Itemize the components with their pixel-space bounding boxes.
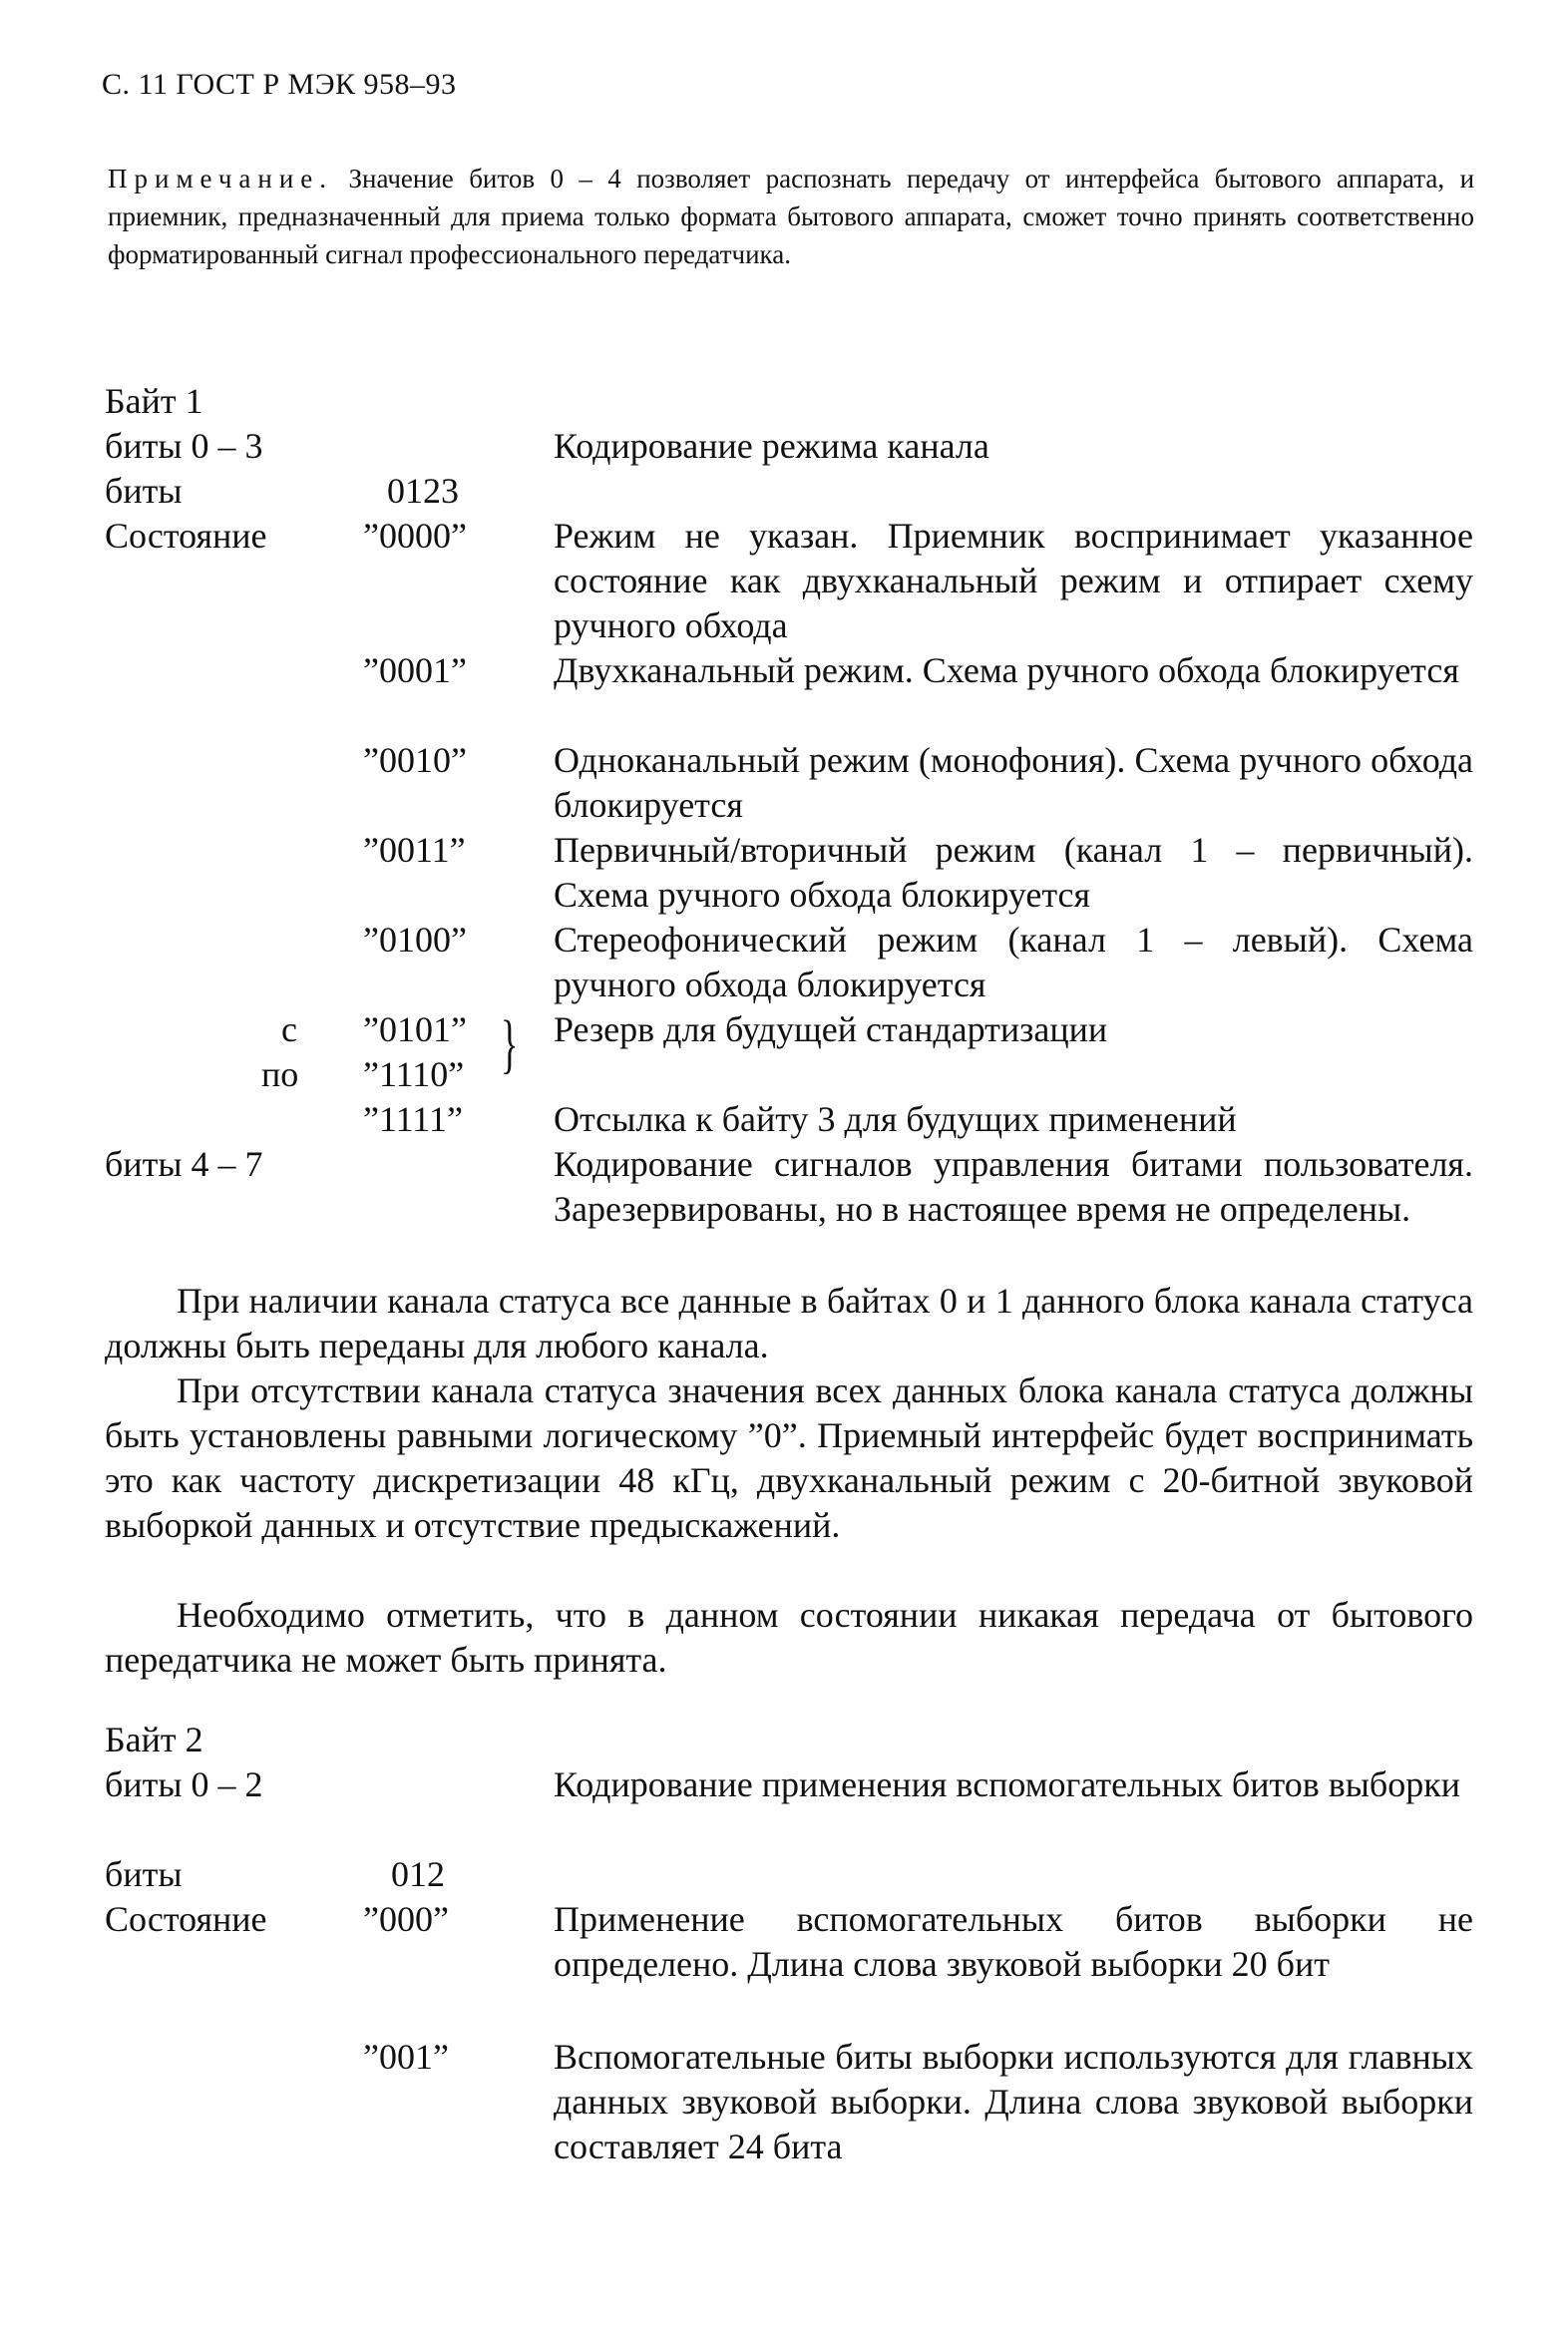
byte1-title: Байт 1: [105, 381, 203, 421]
byte2-bits-0-2-desc: Кодирование применения вспомогательных битов выборки: [554, 1764, 1460, 1804]
byte2-state-code: ”001”: [363, 2037, 449, 2077]
paragraph: Необходимо отметить, что в данном состоянии никакая передача от бытового передатчика не может быть принята.: [105, 1595, 1473, 1680]
byte1-last-desc: Отсылка к байту 3 для будущих применений: [554, 1099, 1237, 1139]
byte1-bits-4-7-desc: Кодирование сигналов управления битами пользователя. Зарезервированы, но в настоящее время не определены.: [554, 1144, 1473, 1229]
byte2-state-code: ”000”: [363, 1899, 449, 1939]
byte1-bits-0-3-desc: Кодирование режима канала: [554, 426, 989, 466]
byte1-range-from: с: [281, 1009, 297, 1049]
note-label: Примечание.: [108, 164, 334, 194]
byte2-state-desc: Вспомогательные биты выборки используются для главных данных звуковой выборки. Длина слова звуковой выборки составляет 24 бита: [554, 2037, 1473, 2166]
byte1-state-code: ”0000”: [363, 516, 467, 556]
byte1-state-label: Состояние: [105, 516, 267, 556]
byte1-range-desc: Резерв для будущей стандартизации: [554, 1009, 1108, 1049]
byte2-bits-0-2-label: биты 0 – 2: [105, 1764, 263, 1804]
paragraph: При отсутствии канала статуса значения всех данных блока канала статуса должны быть установлены равными логическому ”0”. Приемный интерфейс будет воспринимать это как частоту дискретизации 48 кГц, двухканальный режим с 20-битной звуковой выборкой данных и отсутствие предыскажений.: [105, 1370, 1473, 1545]
byte1-state-desc: Двухканальный режим. Схема ручного обхода блокируется: [554, 650, 1459, 690]
byte1-state-desc: Одноканальный режим (монофония). Схема ручного обхода блокируется: [554, 740, 1473, 825]
byte1-range-from-code: ”0101”: [363, 1009, 467, 1049]
note: [108, 160, 1474, 273]
byte1-range-to: по: [261, 1054, 299, 1094]
paragraph: При наличии канала статуса все данные в байтах 0 и 1 данного блока канала статуса должны быть переданы для любого канала.: [105, 1281, 1473, 1365]
byte1-bits-label: биты: [105, 471, 183, 511]
byte1-state-desc: Первичный/вторичный режим (канал 1 – первичный). Схема ручного обхода блокируется: [554, 830, 1473, 915]
byte1-state-code: ”0001”: [363, 650, 467, 690]
byte2-state-desc: Применение вспомогательных битов выборки не определено. Длина слова звуковой выборки 20 бит: [554, 1899, 1473, 1984]
byte1-state-desc: Стереофонический режим (канал 1 – левый). Схема ручного обхода блокируется: [554, 920, 1473, 1004]
page-header: С. 11 ГОСТ Р МЭК 958–93: [102, 68, 457, 101]
byte1-bits-0-3-label: биты 0 – 3: [105, 426, 263, 466]
byte2-bits-label: биты: [105, 1854, 183, 1894]
byte1-state-code: ”0010”: [363, 740, 467, 780]
byte1-last-code: ”1111”: [363, 1099, 463, 1139]
byte1-range-to-code: ”1110”: [363, 1054, 465, 1094]
byte1-bits-4-7-label: биты 4 – 7: [105, 1144, 263, 1184]
note-text: Значение битов 0 – 4 позволяет распознать передачу от интерфейса бытового аппарата, и приемник, предназначенный для приема только формата бытового аппарата, сможет точно принять соответственно форматированный сигнал профессионального передатчика.: [108, 164, 1475, 269]
byte1-state-desc: Режим не указан. Приемник воспринимает указанное состояние как двухканальный режим и отпирает схему ручного обхода: [554, 516, 1473, 645]
byte2-state-label: Состояние: [105, 1899, 267, 1939]
byte1-state-code: ”0011”: [363, 830, 466, 870]
byte2-title: Байт 2: [105, 1720, 203, 1759]
byte1-bits-numbers: 0123: [387, 471, 459, 511]
byte2-bits-numbers: 012: [391, 1854, 445, 1894]
byte1-state-code: ”0100”: [363, 920, 467, 960]
range-brace: }: [501, 1007, 519, 1080]
